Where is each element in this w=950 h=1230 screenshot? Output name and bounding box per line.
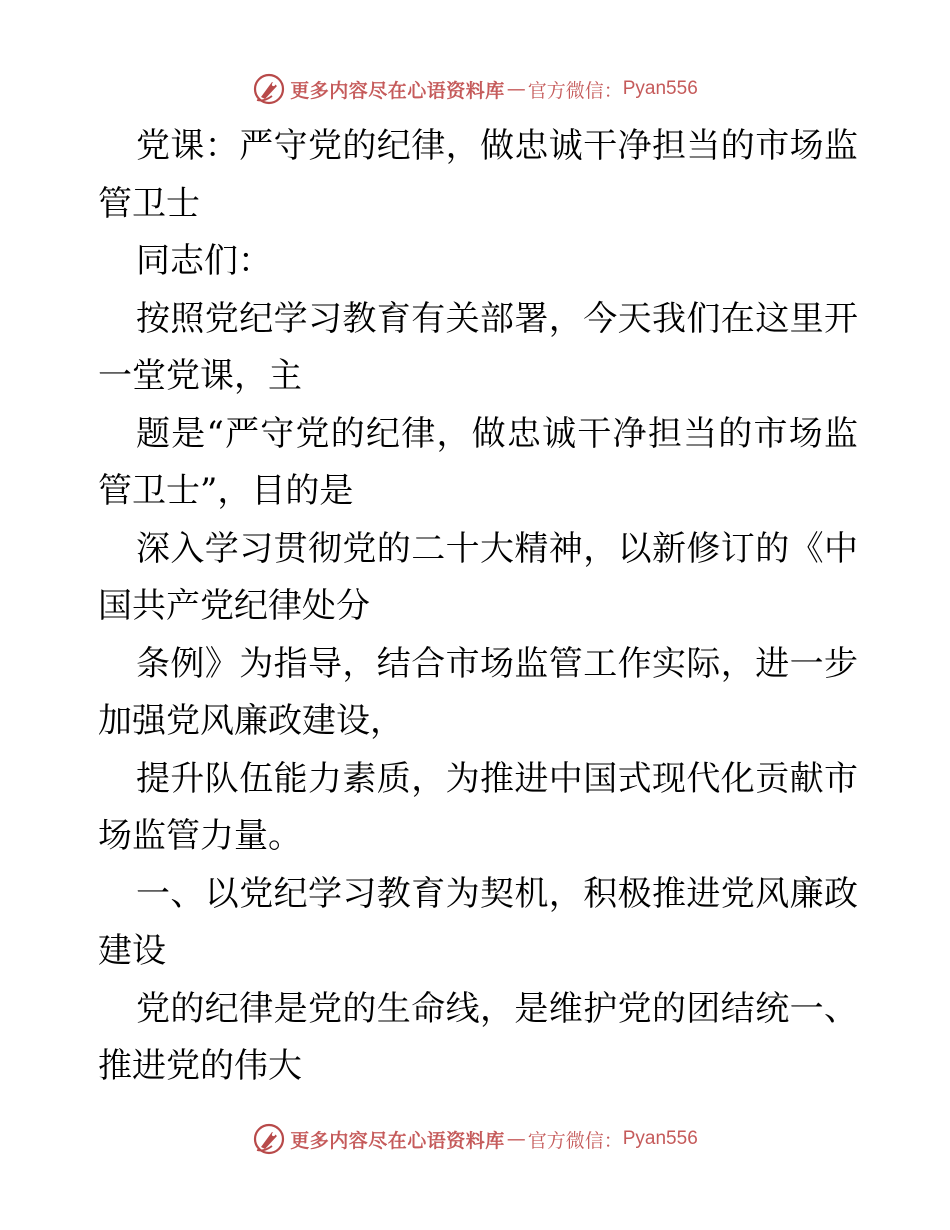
pen-nib-logo-icon — [252, 1122, 286, 1156]
paragraph-line: 管卫士”，目的是 — [98, 471, 354, 511]
header-banner[interactable] — [0, 72, 950, 106]
paragraph-line: 一堂党课，主 — [98, 356, 302, 396]
title-line-1: 党课：严守党的纪律，做忠诚干净担当的市场监 — [136, 126, 858, 166]
paragraph-line: 推进党的伟大 — [98, 1046, 302, 1086]
paragraph-line: 条例》为指导，结合市场监管工作实际，进一步 — [136, 643, 858, 684]
paragraph-line: 按照党纪学习教育有关部署，今天我们在这里开 — [136, 298, 858, 339]
paragraph-line: 深入学习贯彻党的二十大精神，以新修订的《中 — [136, 528, 858, 569]
document-body — [98, 118, 858, 1096]
banner-separator: — — [506, 1128, 526, 1150]
paragraph-line: 题是“严守党的纪律，做忠诚干净担当的市场监 — [136, 413, 858, 454]
footer-banner[interactable] — [0, 1122, 950, 1156]
banner-separator: — — [506, 78, 526, 100]
banner-wechat-id: Pyan556 — [622, 1128, 698, 1149]
paragraph-line: 场监管力量。 — [98, 816, 302, 856]
title-line-2: 管卫士 — [98, 183, 200, 224]
paragraph-line: 提升队伍能力素质，为推进中国式现代化贡献市 — [136, 758, 858, 799]
salutation: 同志们： — [136, 241, 272, 281]
paragraph-line: 加强党风廉政建设， — [98, 701, 404, 741]
banner-wechat-label: 官方微信： — [527, 79, 623, 102]
paragraph-line: 党的纪律是党的生命线，是维护党的团结统一、 — [136, 988, 858, 1029]
banner-site-name: 更多内容尽在心语资料库 — [290, 79, 505, 102]
section-heading-line: 建设 — [98, 931, 166, 971]
banner-wechat-id: Pyan556 — [622, 78, 698, 99]
paragraph-line: 国共产党纪律处分 — [98, 586, 370, 626]
pen-nib-logo-icon — [252, 72, 286, 106]
banner-wechat-label: 官方微信： — [527, 1129, 623, 1152]
banner-site-name: 更多内容尽在心语资料库 — [290, 1129, 505, 1152]
section-heading-line: 一、以党纪学习教育为契机，积极推进党风廉政 — [136, 873, 858, 914]
